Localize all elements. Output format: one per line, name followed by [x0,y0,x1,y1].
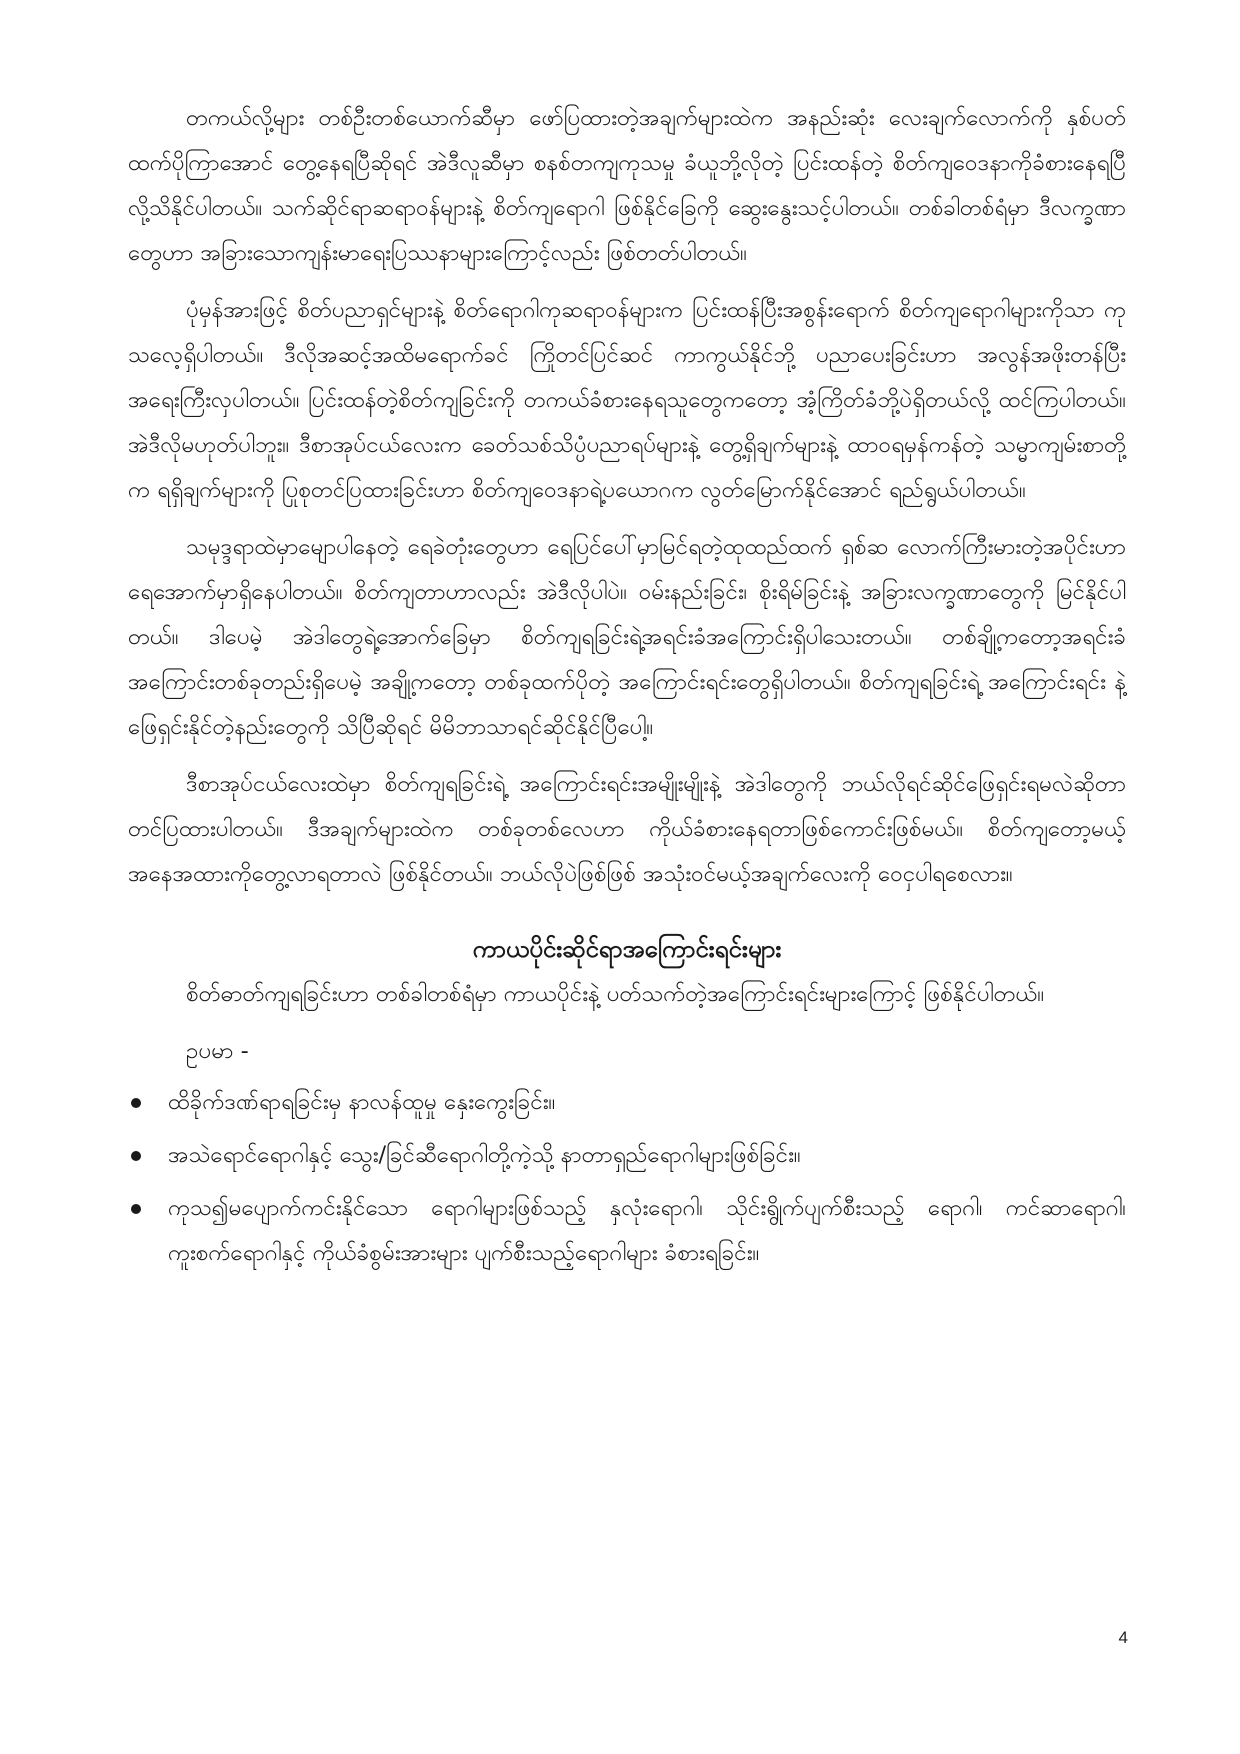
paragraph-2: ပုံမှန်အားဖြင့် စိတ်ပညာရှင်များနဲ့ စိတ်ရောဂါကုဆရာဝန်များက ပြင်းထန်ပြီးအစွန်းရောက် စိတ်ကျရောဂါများကိုသာ ကုသလေ့ရှိပါတယ်။ ဒီလိုအဆင့်အထိမရောက်ခင် ကြိုတင်ပြင်ဆင် ကာကွယ်နိုင်ဘို့ ပညာပေးခြင်းဟာ အလွန်အဖိုးတန်ပြီး အရေးကြီးလှပါတယ်။ ပြင်းထန်တဲ့စိတ်ကျခြင်းကို တကယ်ခံစားနေရသူတွေကတော့ အံ့ကြိတ်ခံဘို့ပဲရှိတယ်လို့ ထင်ကြပါတယ်။ အဲဒီလိုမဟုတ်ပါဘူး။ ဒီစာအုပ်ငယ်လေးက ခေတ်သစ်သိပ္ပံပညာရပ်များနဲ့ တွေ့ရှိချက်များနဲ့ ထာဝရမှန်ကန်တဲ့ သမ္မာကျမ်းစာတို့က ရရှိချက်များကို ပြုစုတင်ပြထားခြင်းဟာ စိတ်ကျဝေဒနာရဲ့ပယောဂက လွတ်မြောက်နိုင်အောင် ရည်ရွယ်ပါတယ်။ [128,297,1126,503]
page-number: 4 [1118,1628,1128,1647]
bullet-item [128,1080,1126,1125]
bullet-list [128,1080,1126,1276]
bullet-text: ထိခိုက်ဒဏ်ရာရခြင်းမှ နာလန်ထူမှု နှေးကွေးခြင်း။ [168,1089,556,1115]
paragraph-1: တကယ်လို့များ တစ်ဦးတစ်ယောက်ဆီမှာ ဖော်ပြထားတဲ့အချက်များထဲက အနည်းဆုံး လေးချက်လောက်ကို နှစ်ပတ်ထက်ပိုကြာအောင် တွေ့နေရပြီဆိုရင် အဲဒီလူဆီမှာ စနစ်တကျကုသမှု ခံယူဘို့လိုတဲ့ ပြင်းထန်တဲ့ စိတ်ကျဝေဒနာကိုခံစားနေရပြီလို့သိနိုင်ပါတယ်။ သက်ဆိုင်ရာဆရာဝန်များနဲ့ စိတ်ကျရောဂါ ဖြစ်နိုင်ခြေကို ဆွေးနွေးသင့်ပါတယ်။ တစ်ခါတစ်ရံမှာ ဒီလက္ခဏာတွေဟာ အခြားသောကျန်းမာရေးပြဿနာများကြောင့်လည်း ဖြစ်တတ်ပါတယ်။ [128,105,1126,266]
document-page [128,96,1126,1676]
section-intro: စိတ်ဓာတ်ကျရခြင်းဟာ တစ်ခါတစ်ရံမှာ ကာယပိုင်းနဲ့ ပတ်သက်တဲ့အကြောင်းရင်းများကြောင့် ဖြစ်နိုင်ပါတယ်။ [186,981,1045,1007]
bullet-text: အသဲရောင်ရောဂါနှင့် သွေး/ခြင်ဆီရောဂါတို့ကဲ့သို့ နာတာရှည်ရောဂါများဖြစ်ခြင်း။ [168,1142,801,1168]
paragraph-3: သမုဒ္ဒရာထဲမှာမျောပါနေတဲ့ ရေခဲတုံးတွေဟာ ရေပြင်ပေါ်မှာမြင်ရတဲ့ထုထည်ထက် ရှစ်ဆ လောက်ကြီးမားတဲ့အပိုင်းဟာ ရေအောက်မှာရှိနေပါတယ်။ စိတ်ကျတာဟာလည်း အဲဒီလိုပါပဲ။ ဝမ်းနည်းခြင်း၊ စိုးရိမ်ခြင်းနဲ့ အခြားလက္ခဏာတွေကို မြင်နိုင်ပါတယ်။ ဒါပေမဲ့ အဲဒါတွေရဲ့အောက်ခြေမှာ စိတ်ကျရခြင်းရဲ့အရင်းခံအကြောင်းရှိပါသေးတယ်။ တစ်ချို့ကတော့အရင်းခံ အကြောင်းတစ်ခုတည်းရှိပေမဲ့ အချို့ကတော့ တစ်ခုထက်ပိုတဲ့ အကြောင်းရင်းတွေရှိပါတယ်။ စိတ်ကျရခြင်းရဲ့ အကြောင်းရင်း နဲ့ ဖြေရှင်းနိုင်တဲ့နည်းတွေကို သိပြီဆိုရင် မိမိဘာသာရင်ဆိုင်နိုင်ပြီပေါ့။ [128,534,1126,740]
bullet-text: ကုသ၍မပျောက်ကင်းနိုင်သော ရောဂါများဖြစ်သည့် နှလုံးရောဂါ၊ သိုင်းရွိုက်ပျက်စီးသည့် ရောဂါ၊ ကင်ဆာရောဂါ၊ ကူးစက်ရောဂါနှင့် ကိုယ်ခံစွမ်းအားများ ပျက်စီးသည့်ရောဂါများ ခံစားရခြင်း။ [168,1195,1126,1266]
bullet-dot-icon [131,1204,141,1214]
bullet-dot-icon [131,1098,141,1108]
paragraph-4: ဒီစာအုပ်ငယ်လေးထဲမှာ စိတ်ကျရခြင်းရဲ့ အကြောင်းရင်းအမျိုးမျိုးနဲ့ အဲဒါတွေကို ဘယ်လိုရင်ဆိုင်ဖြေရှင်းရမလဲဆိုတာ တင်ပြထားပါတယ်။ ဒီအချက်များထဲက တစ်ခုတစ်လေဟာ ကိုယ်ခံစားနေရတာဖြစ်ကောင်းဖြစ်မယ်။ စိတ်ကျတော့မယ့် အနေအထားကိုတွေ့လာရတာလဲ ဖြစ်နိုင်တယ်။ ဘယ်လိုပဲဖြစ်ဖြစ် အသုံးဝင်မယ့်အချက်လေးကို ဝေငှပါရစေလား။ [128,771,1126,887]
section-heading: ကာယပိုင်းဆိုင်ရာအကြောင်းရင်းများ [472,935,782,963]
bullet-dot-icon [131,1151,141,1161]
example-label: ဥပမာ - [186,1038,249,1064]
bullet-item [128,1133,1126,1178]
bullet-item [128,1186,1126,1276]
